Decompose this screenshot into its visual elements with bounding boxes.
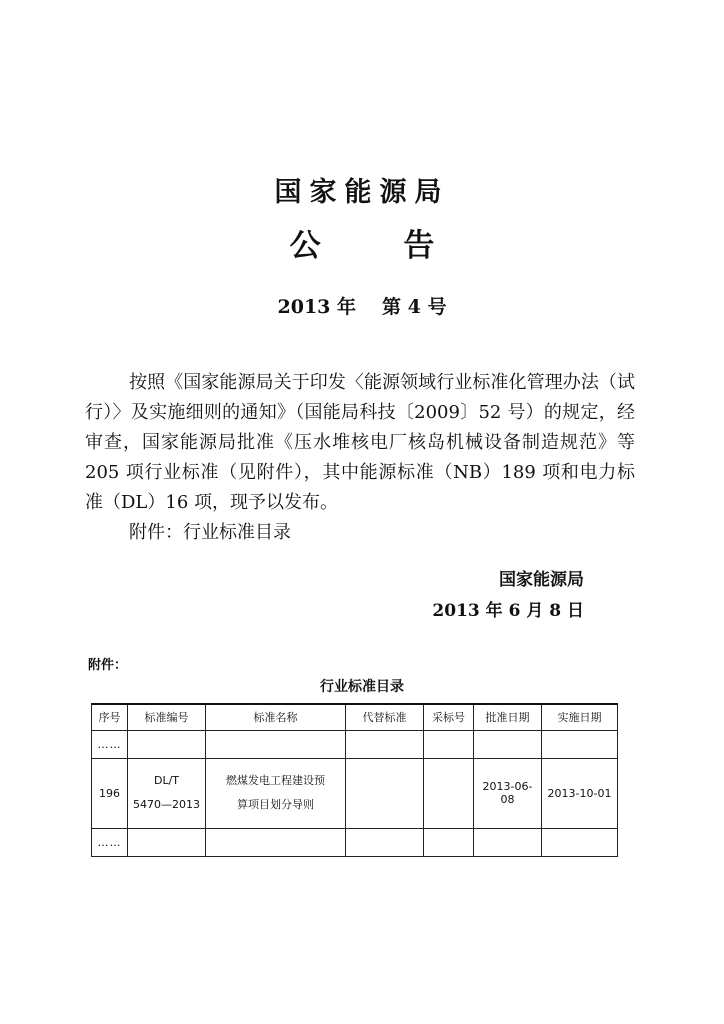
standards-catalog-table [91, 703, 618, 857]
document-type: 公 告 [289, 228, 471, 264]
column-header: 标准编号 [128, 704, 206, 730]
name-line: 燃煤发电工程建设预 [226, 774, 325, 787]
adopted-cell [424, 758, 474, 828]
ellipsis-cell: …… [92, 828, 128, 856]
announcement-paragraph: 按照《国家能源局关于印发〈能源领域行业标准化管理办法（试行）〉及实施细则的通知》（国能局科技〔2009〕52 号）的规定，经审查，国家能源局批准《压水堆核电厂核岛机械设备制造规范》等 205 项行业标准（见附件），其中能源标准（NB）189 项和电力标准（DL）16 项，现予以发布。 [85, 372, 635, 513]
attachment-label: 附件： [88, 658, 128, 673]
column-header: 实施日期 [542, 704, 618, 730]
document-number [0, 292, 724, 319]
code-number: 5470—2013 [133, 798, 200, 811]
attachment-note: 附件：行业标准目录 [129, 522, 291, 543]
effective-date-cell: 2013-10-01 [542, 758, 618, 828]
column-header: 采标号 [424, 704, 474, 730]
table-row [92, 828, 618, 856]
replaced-cell [346, 758, 424, 828]
approval-date-cell: 2013-06-08 [474, 758, 542, 828]
issuer-title: 国家能源局 [274, 177, 450, 208]
seq-cell: 196 [92, 758, 128, 828]
signature-date: 2013 年 6 月 8 日 [432, 601, 584, 621]
ellipsis-cell: …… [92, 730, 128, 758]
document-serial: 第 4 号 [382, 296, 447, 318]
catalog-title: 行业标准目录 [320, 679, 404, 695]
table-header-row [92, 704, 618, 730]
table-row [92, 730, 618, 758]
column-header: 代替标准 [346, 704, 424, 730]
code-prefix: DL/T [153, 774, 180, 787]
code-cell [128, 758, 206, 828]
name-cell [206, 758, 346, 828]
column-header: 序号 [92, 704, 128, 730]
announcement-body [85, 368, 635, 548]
column-header: 标准名称 [206, 704, 346, 730]
signature-org: 国家能源局 [499, 570, 584, 590]
table-row [92, 758, 618, 828]
document-year: 2013 年 [277, 296, 357, 318]
name-line: 算项目划分导则 [237, 798, 314, 811]
column-header: 批准日期 [474, 704, 542, 730]
